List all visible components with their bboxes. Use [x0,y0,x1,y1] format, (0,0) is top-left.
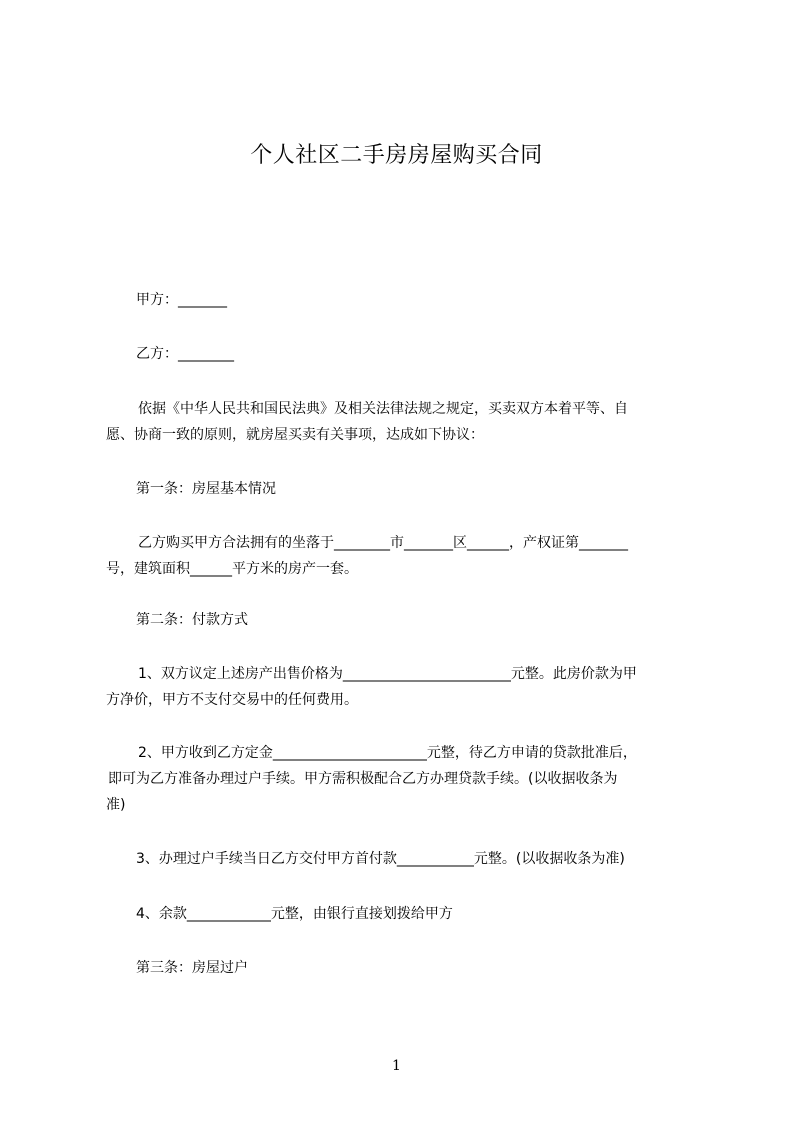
payment-item-3: 3、办理过户手续当日乙方交付甲方首付款___________元整。(以收据收条为准) [136,851,625,867]
party-a-line: 甲方：_______ [136,292,227,308]
payment-item-2-line-3: 准) [106,797,126,813]
preamble-line-1: 依据《中华人民共和国民法典》及相关法律法规之规定，买卖双方本着平等、自 [138,401,628,417]
party-b-line: 乙方：________ [136,346,234,362]
contract-title: 个人社区二手房房屋购买合同 [250,143,543,168]
preamble-line-2: 愿、协商一致的原则，就房屋买卖有关事项，达成如下协议： [106,427,484,443]
payment-item-4: 4、余款____________元整，由银行直接划拨给甲方 [136,906,453,922]
payment-item-1 [106,661,711,713]
page-number: 1 [392,1058,401,1074]
article-1-heading: 第一条：房屋基本情况 [136,481,276,497]
article-1-paragraph [106,530,711,582]
payment-item-2-line-2: 即可为乙方准备办理过户手续。甲方需积极配合乙方办理贷款手续。(以收据收条为 [108,771,618,787]
payment-item-1-line-2: 方净价，甲方不支付交易中的任何费用。 [106,692,358,708]
article-1-line-2: 号，建筑面积______平方米的房产一套。 [106,561,358,577]
preamble-paragraph [106,396,711,448]
article-2-heading: 第二条：付款方式 [136,612,248,628]
payment-item-2-line-1: 2、甲方收到乙方定金______________________元整，待乙方申请的贷款批准后， [138,745,637,761]
payment-item-2 [106,740,711,818]
article-3-heading: 第三条：房屋过户 [136,960,248,976]
payment-item-1-line-1: 1、双方议定上述房产出售价格为________________________元整。此房价款为甲 [138,666,637,682]
article-1-line-1: 乙方购买甲方合法拥有的坐落于________市_______区______，产权证第_______ [138,535,628,551]
